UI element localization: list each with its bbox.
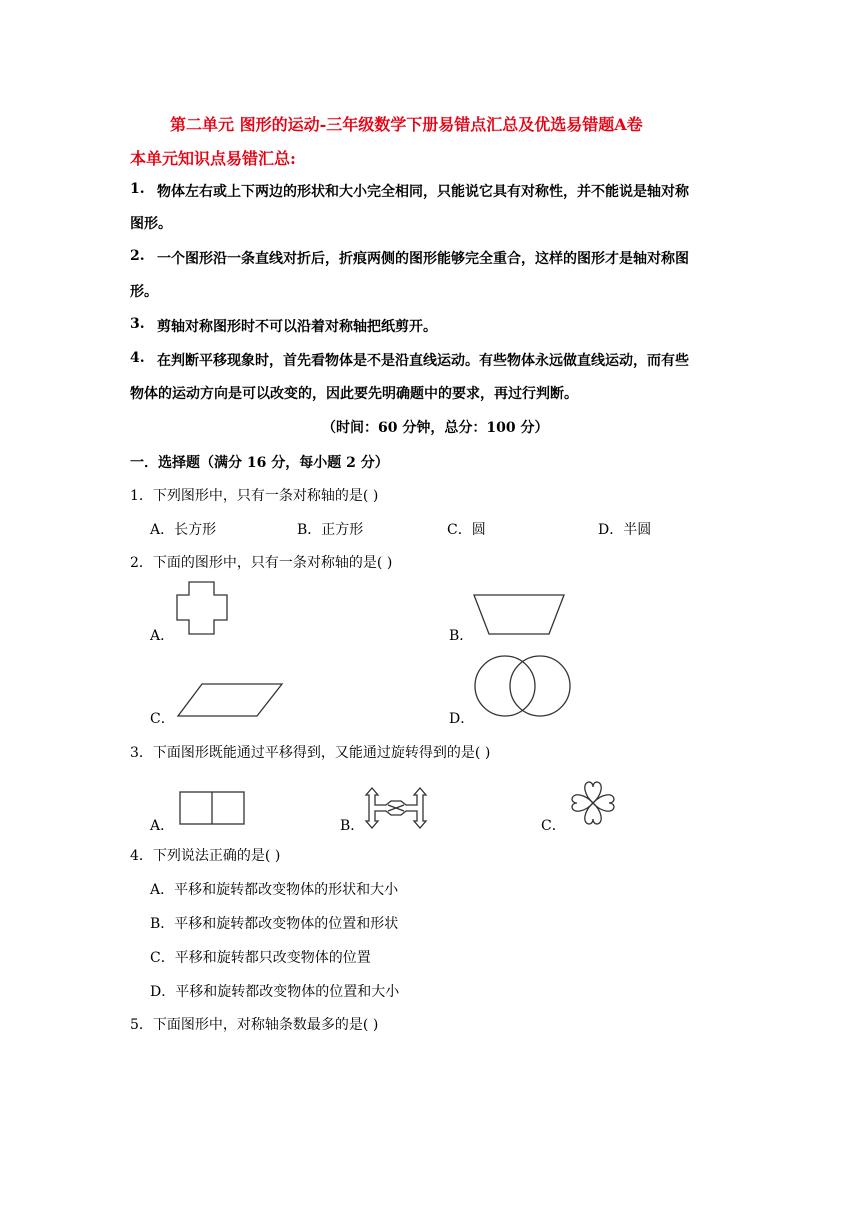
double-arrow-shape — [364, 787, 428, 829]
question-2-stem: 2．下面的图形中，只有一条对称轴的是( ) — [130, 555, 393, 571]
flower-shape — [569, 780, 617, 826]
parallelogram-shape — [177, 683, 283, 718]
point-1-number: 1. — [130, 181, 145, 197]
point-2-line2: 形。 — [130, 284, 158, 300]
point-3-number: 3. — [130, 316, 145, 332]
question-1-option-d: D．半圆 — [598, 522, 652, 538]
point-2-number: 2. — [130, 248, 145, 264]
section-heading: 一．选择题（满分 16 分，每小题 2 分） — [130, 455, 389, 471]
overlapping-circles-shape — [474, 655, 572, 717]
point-2-line1: 一个图形沿一条直线对折后，折痕两侧的图形能够完全重合，这样的图形才是轴对称图 — [157, 251, 689, 267]
question-4-option-c: C．平移和旋转都只改变物体的位置 — [150, 950, 371, 966]
question-4-option-a: A．平移和旋转都改变物体的形状和大小 — [150, 882, 399, 898]
point-3-line1: 剪轴对称图形时不可以沿着对称轴把纸剪开。 — [157, 319, 437, 335]
two-squares-shape — [179, 791, 245, 825]
question-3-label-b: B． — [340, 818, 365, 834]
question-3-label-a: A． — [150, 818, 175, 834]
point-4-line2: 物体的运动方向是可以改变的，因此要先明确题中的要求，再过行判断。 — [130, 386, 578, 402]
question-1-option-a: A．长方形 — [150, 522, 217, 538]
point-4-number: 4. — [130, 350, 145, 366]
question-4-option-b: B．平移和旋转都改变物体的位置和形状 — [150, 916, 399, 932]
question-4-stem: 4．下列说法正确的是( ) — [130, 848, 281, 864]
point-1-line2: 图形。 — [130, 216, 172, 232]
question-2-label-d: D． — [449, 711, 475, 727]
question-1-option-c: C．圆 — [447, 522, 486, 538]
trapezoid-shape — [473, 594, 565, 636]
time-note: （时间：60 分钟，总分：100 分） — [322, 420, 549, 436]
question-1-option-b: B．正方形 — [297, 522, 364, 538]
question-3-label-c: C． — [541, 818, 566, 834]
point-4-line1: 在判断平移现象时，首先看物体是不是沿直线运动。有些物体永远做直线运动，而有些 — [157, 353, 689, 369]
question-2-label-b: B． — [449, 628, 474, 644]
document-title: 第二单元 图形的运动-三年级数学下册易错点汇总及优选易错题A卷 — [170, 115, 643, 134]
summary-heading: 本单元知识点易错汇总: — [130, 149, 296, 168]
question-2-label-c: C． — [150, 711, 175, 727]
question-3-stem: 3．下面图形既能通过平移得到，又能通过旋转得到的是( ) — [130, 745, 491, 761]
question-5-stem: 5．下面图形中，对称轴条数最多的是( ) — [130, 1017, 379, 1033]
question-2-label-a: A． — [150, 628, 175, 644]
cross-shape — [176, 581, 228, 635]
point-1-line1: 物体左右或上下两边的形状和大小完全相同，只能说它具有对称性，并不能说是轴对称 — [157, 184, 689, 200]
question-4-option-d: D．平移和旋转都改变物体的位置和大小 — [150, 984, 400, 1000]
question-1-stem: 1．下列图形中，只有一条对称轴的是( ) — [130, 488, 379, 504]
